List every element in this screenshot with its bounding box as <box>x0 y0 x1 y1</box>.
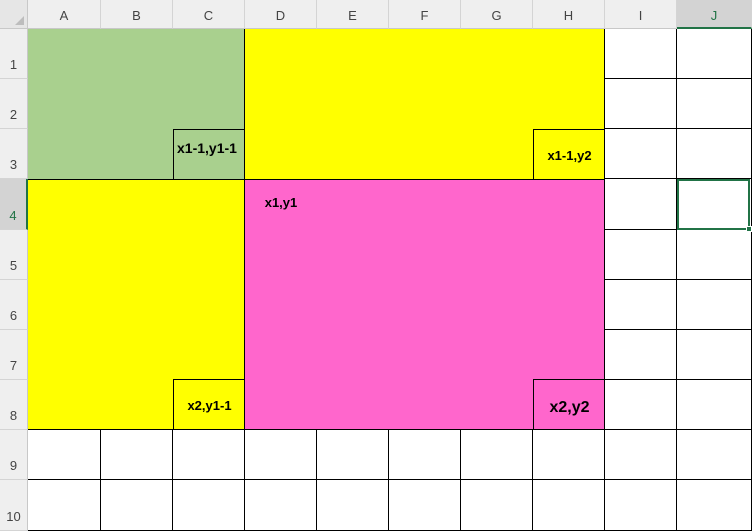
cell-g9[interactable] <box>461 430 533 480</box>
row-number: 7 <box>9 358 18 373</box>
cell-i4[interactable] <box>605 179 677 230</box>
cell-h10[interactable] <box>533 480 605 531</box>
row-number: 10 <box>6 509 21 524</box>
cell-b10[interactable] <box>101 480 173 531</box>
cell-j5[interactable] <box>677 230 752 280</box>
column-header-a[interactable]: A <box>28 0 101 29</box>
cell-h8-label[interactable]: x2,y2 <box>533 379 605 430</box>
row-header-9[interactable] <box>0 430 28 480</box>
cell-e9[interactable] <box>317 430 389 480</box>
cell-j9[interactable] <box>677 430 752 480</box>
fill-handle[interactable] <box>746 226 752 232</box>
column-header-g[interactable]: G <box>461 0 533 29</box>
column-header-i[interactable]: I <box>605 0 677 29</box>
row-header-5[interactable] <box>0 230 28 280</box>
cell-c10[interactable] <box>173 480 245 531</box>
cell-g10[interactable] <box>461 480 533 531</box>
cell-b9[interactable] <box>101 430 173 480</box>
cell-j3[interactable] <box>677 129 752 179</box>
select-all-triangle-icon <box>15 16 24 25</box>
cell-f10[interactable] <box>389 480 461 531</box>
cell-h3-label[interactable]: x1-1,y2 <box>533 129 605 180</box>
cell-c9[interactable] <box>173 430 245 480</box>
cell-i1[interactable] <box>605 29 677 79</box>
cell-i6[interactable] <box>605 280 677 330</box>
cell-c3-label[interactable]: x1-1,y1-1 <box>173 129 245 180</box>
row-number: 5 <box>9 258 18 273</box>
cell-j8[interactable] <box>677 380 752 430</box>
row-header-7[interactable] <box>0 330 28 380</box>
cell-j1[interactable] <box>677 29 752 79</box>
row-header-3[interactable] <box>0 129 28 179</box>
cell-j7[interactable] <box>677 330 752 380</box>
column-header-h[interactable]: H <box>533 0 605 29</box>
cell-a10[interactable] <box>28 480 101 531</box>
cell-j2[interactable] <box>677 79 752 129</box>
row-number: 2 <box>9 107 18 122</box>
row-number: 1 <box>9 57 18 72</box>
cell-i10[interactable] <box>605 480 677 531</box>
cell-j6[interactable] <box>677 280 752 330</box>
cell-a9[interactable] <box>28 430 101 480</box>
column-header-c[interactable]: C <box>173 0 245 29</box>
cell-i9[interactable] <box>605 430 677 480</box>
cell-i2[interactable] <box>605 79 677 129</box>
cell-j10[interactable] <box>677 480 752 531</box>
column-header-b[interactable]: B <box>101 0 173 29</box>
row-header-4[interactable] <box>0 179 28 230</box>
column-header-j[interactable]: J <box>677 0 752 29</box>
row-number: 6 <box>9 308 18 323</box>
cell-d10[interactable] <box>245 480 317 531</box>
cell-f9[interactable] <box>389 430 461 480</box>
cell-d9[interactable] <box>245 430 317 480</box>
column-header-f[interactable]: F <box>389 0 461 29</box>
cell-h9[interactable] <box>533 430 605 480</box>
row-number: 8 <box>9 408 18 423</box>
cell-i5[interactable] <box>605 230 677 280</box>
row-number: 9 <box>9 458 18 473</box>
cell-i3[interactable] <box>605 129 677 179</box>
row-header-6[interactable] <box>0 280 28 330</box>
select-all-corner[interactable] <box>0 0 28 29</box>
row-header-8[interactable] <box>0 380 28 430</box>
active-cell-selection[interactable] <box>677 179 750 230</box>
cell-e10[interactable] <box>317 480 389 531</box>
column-header-d[interactable]: D <box>245 0 317 29</box>
cell-d4-label[interactable]: x1,y1 <box>264 194 298 210</box>
cell-c8-label[interactable]: x2,y1-1 <box>173 379 245 430</box>
row-header-1[interactable] <box>0 29 28 79</box>
cell-i8[interactable] <box>605 380 677 430</box>
cell-i7[interactable] <box>605 330 677 380</box>
column-header-e[interactable]: E <box>317 0 389 29</box>
row-number: 4 <box>9 208 17 223</box>
row-number: 3 <box>9 157 18 172</box>
row-header-2[interactable] <box>0 79 28 129</box>
row-header-10[interactable] <box>0 480 28 531</box>
